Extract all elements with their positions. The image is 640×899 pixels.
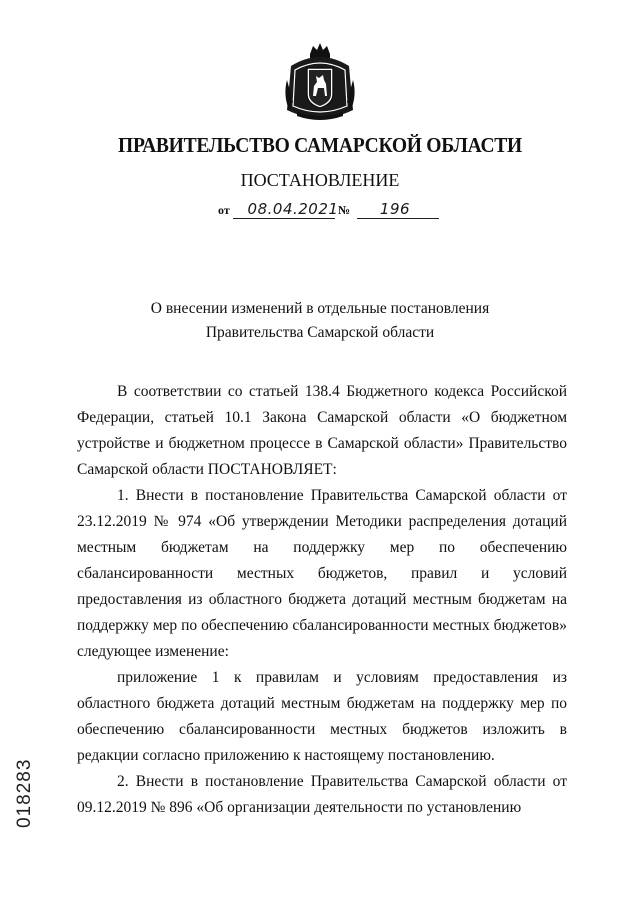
body-paragraph: приложение 1 к правилам и условиям предоставления из областного бюджета дотаций местным бюджетам на поддержку мер по обеспечению сбалансированности местных бюджетов изложить в редакции согласно приложению к настоящему постановлению. <box>77 669 567 764</box>
body-paragraph: 2. Внести в постановление Правительства Самарской области от 09.12.2019 № 896 «Об организации деятельности по установлению <box>77 773 567 816</box>
serial-number: 018283 <box>14 758 35 828</box>
number-field <box>357 200 439 219</box>
date-label: от <box>218 203 230 217</box>
number-label: № <box>338 203 351 217</box>
document-date-number <box>213 199 433 221</box>
subject-line: Правительства Самарской области <box>205 324 435 341</box>
number-value: 196 <box>379 200 411 218</box>
document-type: ПОСТАНОВЛЕНИЕ <box>240 170 400 190</box>
subject-line: О внесении изменений в отдельные постановления <box>150 300 490 317</box>
document-body <box>77 379 567 821</box>
body-paragraph: 1. Внести в постановление Правительства Самарской области от 23.12.2019 № 974 «Об утверждении Методики распределения дотаций местным бюджетам на поддержку мер по обеспечению сбалансированности местных бюджетов, правил и условий предоставления из областного бюджета дотаций местным бюджетам на поддержку мер по обеспечению сбалансированности местных бюджетов» следующее изменение: <box>77 487 567 660</box>
samara-coat-of-arms-icon <box>283 40 357 124</box>
document-subject <box>0 297 640 345</box>
date-field <box>233 200 339 219</box>
date-value: 08.04.2021 <box>247 200 339 218</box>
body-paragraph: В соответствии со статьей 138.4 Бюджетного кодекса Российской Федерации, статьей 10.1 Закона Самарской области «О бюджетном устройстве и бюджетном процессе в Самарской области» Правительство Самарской области ПОСТАНОВЛЯЕТ: <box>77 383 567 478</box>
authority-title: ПРАВИТЕЛЬСТВО САМАРСКОЙ ОБЛАСТИ <box>118 133 522 157</box>
